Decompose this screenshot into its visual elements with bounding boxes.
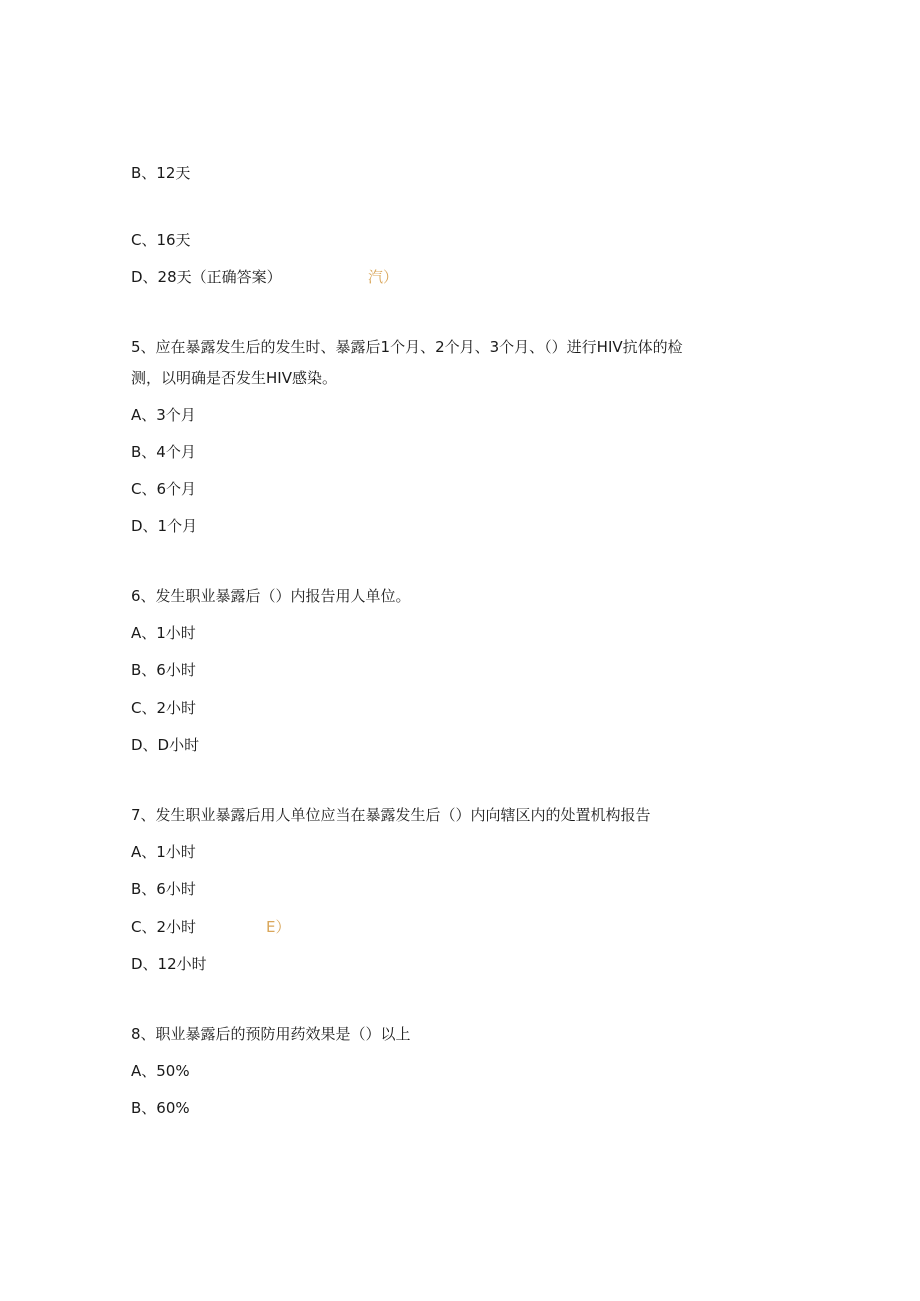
q7-question: 7、发生职业暴露后用人单位应当在暴露发生后（）内向辖区内的处置机构报告 [131,806,651,824]
q7-option-d: D、12小时 [131,955,207,973]
q6-option-c: C、2小时 [131,699,197,717]
q5-option-b: B、4个月 [131,443,196,461]
q4-option-b: B、12天 [131,164,191,182]
q7-option-c: C、2小时 [131,918,197,936]
q5-option-a: A、3个月 [131,406,196,424]
q7-option-a: A、1小时 [131,843,196,861]
q4-option-c: C、16天 [131,231,191,249]
q5-question-line1: 5、应在暴露发生后的发生时、暴露后1个月、2个月、3个月、（）进行HIV抗体的检 [131,338,683,356]
q5-question-line2: 测，以明确是否发生HIV感染。 [131,369,337,387]
q7-stray-mark: E） [266,918,291,936]
q7-option-b: B、6小时 [131,880,196,898]
q4-option-d: D、28天（正确答案） [131,268,282,286]
q6-question: 6、发生职业暴露后（）内报告用人单位。 [131,587,411,605]
q8-option-a: A、50% [131,1062,190,1080]
q5-option-c: C、6个月 [131,480,197,498]
q4-stray-mark: 汽） [368,268,399,286]
q8-option-b: B、60% [131,1099,190,1117]
q8-question: 8、职业暴露后的预防用药效果是（）以上 [131,1025,411,1043]
q6-option-b: B、6小时 [131,661,196,679]
q6-option-d: D、D小时 [131,736,200,754]
q6-option-a: A、1小时 [131,624,196,642]
q5-option-d: D、1个月 [131,517,198,535]
